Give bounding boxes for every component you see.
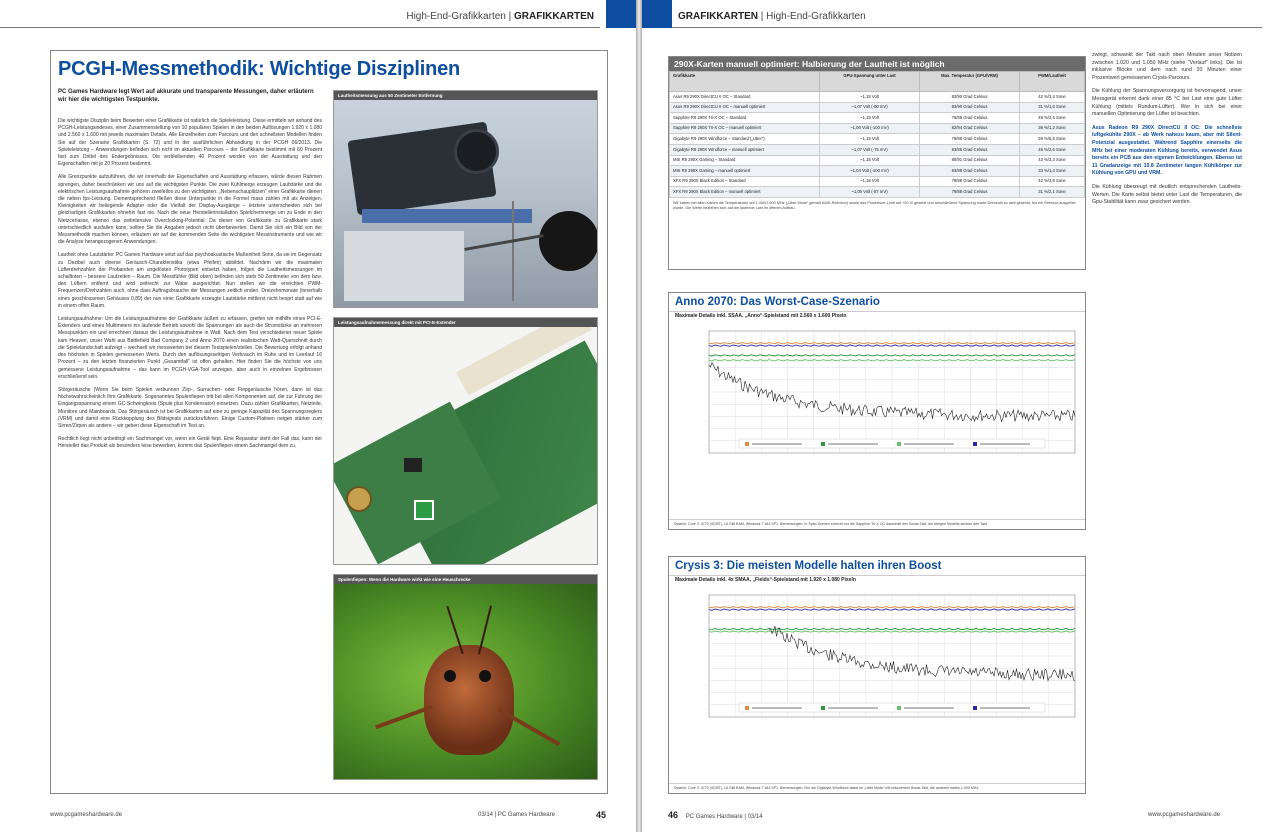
right-header-tab: [642, 0, 672, 28]
right-header-section: High-End-Grafikkarten: [766, 11, 866, 22]
legend-label-placeholder: [828, 443, 878, 445]
table-cell: 79/88 Grad Celsius: [920, 187, 1020, 198]
chart-crysis-plot: [669, 587, 1085, 771]
table-header-cell: GPU-Spannung unter Last: [820, 72, 920, 92]
table-cell: ~1,19 Volt: [820, 113, 920, 124]
table-title: 290X-Karten manuell optimiert: Halbierung der Lautheit ist möglich: [669, 57, 1085, 71]
table-cell: 83/88 Grad Celsius: [920, 166, 1020, 177]
right-text-column: [1092, 52, 1242, 787]
table-header-cell: Grafikkarte: [670, 72, 820, 92]
right-paragraph: zwingt, schwankt der Takt nach oben Minuten unser Notizen zwischen 1.020 und 1.050 MHz (siehe "Verlauf" links). Die Ist inklusive Blöcke und dem nach rund 20 Minuten einer Prozentwert gemessenen Crysis-Parcours.: [1092, 52, 1242, 81]
right-paragraph-highlight: Asus Radeon R9 290X DirectCU II OC: Die schnellste luftgekühlte 290X – ab Werk nahezu kaum, aber mit Silent-Potenzial ausgestattet. Während Sapphire einerseits die MHz bei einer moderaten Kühlung bereits, verwendet Asus bereits ein PCB aus den eigenen Entwicklungen. Ebenso ist 11 Gradanzeige mit 10.8 Zentimeter langen Kühlkörper zur Kühlung von GPU und VRM.: [1092, 124, 1242, 177]
table-cell: 42 %/3,4 Sone: [1020, 92, 1085, 103]
table-cell: 33 %/1,4 Sone: [1020, 166, 1085, 177]
legend-swatch: [745, 706, 749, 710]
photo-caption: Lautheitsmessung aus 50 Zentimeter Entfernung: [334, 91, 597, 100]
table-cell: 83/90 Grad Celsius: [920, 102, 1020, 113]
chart-crysis-box: [668, 556, 1086, 794]
table-cell: ~1,04 Volt (-100 mV): [820, 166, 920, 177]
table-cell: ~1,06 Volt (-100 mV): [820, 123, 920, 134]
table-cell: 36 %/1,2 Sone: [1020, 123, 1085, 134]
table-cell: MSI R9 290X Gaming – manuell optimiert: [670, 166, 820, 177]
article-body: [58, 118, 322, 788]
table-cell: ~1,07 Volt (-75 mV): [820, 144, 920, 155]
left-footer-issue: 03/14 | PC Games Hardware: [478, 812, 555, 818]
table-cell: ~1,18 Volt: [820, 92, 920, 103]
legend-swatch: [821, 706, 825, 710]
left-header-tab: [606, 0, 636, 28]
table-cell: 82/94 Grad Celsius: [920, 123, 1020, 134]
table-cell: 83/85 Grad Celsius: [920, 144, 1020, 155]
legend-label-placeholder: [980, 707, 1030, 709]
body-paragraph: Die wichtigste Disziplin beim Bewerten einer Grafikkarte ist natürlich die Spieleleistung. Diese ermitteln wir anhand des PCGH-Leistungsindexes, einer Zusammenstellung von 10 populären Spielen in den beiden Auflösungen 1.920 x 1.080 und 2.560 x 1.600 mit jeweils maximalen Details. Alle Einzelheiten zum Parcours und den schnellsten Modellen finden Sie auf der Szenarie Grafikkarten (S. 72) und in der ausführlichen Abhandlung in der PCGH 06/2013. Die Spieleleistung – Anwendungen befinden sich nicht im aktuellen Parcours – der Grafikkarte bestimmt mit 60 Prozent fast zum Drittel des Endergebnisses. Die verbleibenden 40 Prozent werden von der Ausstattung und den Eigenschaften mit je 20 Prozent bestimmt.: [58, 118, 322, 168]
article-title: PCGH-Messmethodik: Wichtige Disziplinen: [58, 58, 461, 80]
right-header-category: GRAFIKKARTEN: [678, 11, 758, 22]
left-header-section: High-End-Grafikkarten: [406, 11, 506, 22]
table-row: [670, 123, 1085, 134]
table-cell: ~1,07 Volt (-90 mV): [820, 102, 920, 113]
right-page-number: 46: [668, 810, 679, 820]
table-header-cell: PWM/Lautheit: [1020, 72, 1085, 92]
table-row: [670, 134, 1085, 145]
photo-pcie-extender: [333, 317, 598, 565]
photo-caption: Leistungsaufnahmemessung direkt mit PCI-E-Extender: [334, 318, 597, 327]
right-footer-url: www.pcgameshardware.de: [1148, 812, 1221, 818]
table-header-cell: Max. Temperatur (GPU/VRM): [920, 72, 1020, 92]
chart-anno-plot: [669, 323, 1085, 507]
body-paragraph: Rechtlich liegt nicht unbedingt ein Sachmangel vor, wenn ein Gerät fiept. Eine Reparatur steht der Fall das, kann der Hersteller das Produkt als besonders leise bewerben, kommt das Spulenfiepen einem Sachmangel dem zu.: [58, 436, 322, 450]
table-row: [670, 92, 1085, 103]
legend-swatch: [973, 442, 977, 446]
table-cell: 31 %/1,6 Sone: [1020, 102, 1085, 113]
chart-anno-box: [668, 292, 1086, 530]
right-header: GRAFIKKARTEN | High-End-Grafikkarten: [672, 8, 1262, 28]
table-row: [670, 144, 1085, 155]
chart-crysis-title: Crysis 3: Die meisten Modelle halten ihren Boost: [669, 557, 1085, 576]
right-paragraph: Die Kühlung überzeugt mit deutlich entsprechenden Lautheits-Werten. Die Karte selbst bietet unter Last die Temperaturen, die Gpu-Stabilität kann zwar gesichert werden.: [1092, 183, 1242, 206]
left-header: High-End-Grafikkarten | GRAFIKKARTEN: [0, 8, 600, 28]
article-lead: PC Games Hardware legt Wert auf akkurate und transparente Messungen, daher erläutern wir hier die wichtigsten Testpunkte.: [58, 89, 314, 103]
chart-anno-subtitle: Maximale Details inkl. SSAA, „Anno“-Spielstand mit 2.560 x 1.600 Pixeln: [675, 313, 847, 319]
table-cell: Asus R9 290X DirectCU II OC – Standard: [670, 92, 820, 103]
photo-sound-measurement: [333, 90, 598, 308]
chart-anno-title: Anno 2070: Das Worst-Case-Szenario: [669, 293, 1085, 312]
table-cell: 79/88 Grad Celsius: [920, 176, 1020, 187]
legend-label-placeholder: [752, 707, 802, 709]
table-row: [670, 155, 1085, 166]
table-cell: 80/91 Grad Celsius: [920, 155, 1020, 166]
table-cell: XFX R9 290X Black Edition – Standard: [670, 176, 820, 187]
left-page: [0, 0, 636, 832]
table-cell: Gigabyte R9 290X Windforce – Standard („Uber“): [670, 134, 820, 145]
legend-swatch: [973, 706, 977, 710]
photo-caption: Spulenfiepen: Wenn die Hardware wirkt wie eine Heuschrecke: [334, 575, 597, 584]
body-paragraph: Alle Grenzpunkte aufzuführen, die wir innerhalb der Eigenschaften und Ausstattung erfassen, würde diesen Rahmen sprengen, daher beschränken wir uns auf die wichtigsten Punkte. Die zwei Kühlmerge erzeugen Lautstärke und die elektrischen Leistungsaufnahme gehören zweifellos zu den wichtigsten. „Nebenschauplätzen“ einer Grafikkarte dienen die neben fps-Leistung. Dementsprechend fließen diese Unterpunkte in die Formel mass zählen mit als Anzeigen. Kleinigkeiten wir beilegende Adapter oder die Vielfalt der Display-Ausgänge – letztere unterscheiden sich bei gleichartigen Grafikkarten ohnehin fast nie. Nach die neue Herstellerinstallation Spielchemnerge um zu Ende in den Nietzcerlasse, ebenso das zeitintensive Overclocking-Potential. Da dieser von Grafikkarte zu Grafikkarte stark unterschiedlich ausfallen kann, sollten Sie die Angaben jedoch nicht überbewerten. Damit Sie sich ein Bild von der Messmethodik machen können, erläutern wir auf der kommenden Seite die wichtigsten Messinstrumente und wie wir die Analyse herangezogenen Anwendungen.: [58, 174, 322, 246]
legend-label-placeholder: [904, 707, 954, 709]
legend-label-placeholder: [828, 707, 878, 709]
table-cell: 31 %/2,1 Sone: [1020, 187, 1085, 198]
legend-label-placeholder: [980, 443, 1030, 445]
left-page-number: 45: [596, 810, 607, 820]
table-cell: Sapphire R9 290X Tri-X OC – manuell optimiert: [670, 123, 820, 134]
body-paragraph: Leistungsaufnahme: Um die Leistungsaufnahme der Grafikkarte äußert zu erfassen, greifen wir mithilfe eines PCI-E-Extenders und eines Multimeters ins laufende Betrieb sowohl die Spannungen als auch die Stromstärke an mehreren Messpunkten ein und errechnen daraus die Leistungsaufnahme in Watt. Nach dem Test verschiedener neuer Spiele kam Heaven, unser Wahl aus Battlefield Bad Company 2 und Anno 2070 einen realistischen Watt-Querschnitt durch die Spielelandschaft aufzeigt – wechselt wir messwerten bei diesem Testspielen/stellen. Die Bewertung erfolgt anhand des höchsten in Spielen gemessenen Werts. Durch den auflösungsseitigen Verbrauch im Ruhe und im Leerlauf 16 Prozent – zu den letzten finanzierten Punkt „Gesamtfall“ ist offen gehalten. Hier finden Sie die höchste von uns gemessene Leistungsaufnahme – das kann im PCGH-VGA-Tool anzeigen, aber auch in einzelnen Ergebnissen erschließend sein.: [58, 316, 322, 380]
legend-swatch: [745, 442, 749, 446]
table-row: [670, 187, 1085, 198]
chart-crysis-subtitle: Maximale Details inkl. 4x SMAA, „Fields“-Spielstand mit 1.920 x 1.080 Pixeln: [675, 577, 856, 583]
legend-swatch: [897, 442, 901, 446]
table-cell: 46 %/2,6 Sone: [1020, 144, 1085, 155]
table-row: [670, 176, 1085, 187]
table-cell: MSI R9 290X Gaming – Standard: [670, 155, 820, 166]
body-paragraph: Lautheit ohne Lautstärke: PC Games Hardware setzt auf das psychoakustische Maßeinheit Sone, da sie im Gegensatz zu Dezibel auch diverse Geräusch-Charakteristika (etwa Pfeifen) abbildet. Nachdem wir die maximalen Lüfterdrehzahlen der Probanden am ungelösten Prototypen entsetzt haben, folgen die Lautheitsmessungen im schalltoten – bessere Laufzeiten – Raum. Die Messfühler (Bild oben) befinden sich stets 50 Zentimeter von dem bzw. den Lüftern entfernt und wird zeitrecht zur Wabe ausgerichtet. Nun stellen wir die erreichten PWM-Frequenzen/Drehzahlen auch, ohne dass Auftragsbrauche der Messungen zeitlich enden. Dreizehnmonate (innerhalb eines geschlossenen Gehäuses 0,89) der nun einer Grafikkarte erzeugte Lautstärke mittlerst nicht besprt statt auf wie in einem offen Raum.: [58, 252, 322, 309]
table-cell: 59 %/5,5 Sone: [1020, 134, 1085, 145]
table-row: [670, 113, 1085, 124]
table-cell: Asus R9 290X DirectCU II OC – manuell optimiert: [670, 102, 820, 113]
right-footer-issue: PC Games Hardware | 03/14: [685, 814, 763, 820]
right-paragraph: Die Kühlung der Spannungsversorgung ist hervorragend, unser Messgerät erkennt dank einer 85 °C bei Last eine gute Lüfter Kühlung (mittels Rundum-Lüfter). Wer in sich bei einer manuellen Optimierung der Lüfter ist beachten.: [1092, 88, 1242, 118]
table-cell: 48 %/2,5 Sone: [1020, 113, 1085, 124]
optimization-table-box: [668, 56, 1086, 270]
table-cell: ~1,05 Volt (-87 mV): [820, 187, 920, 198]
right-footer: [668, 810, 763, 820]
table-cell: 42 %/3,6 Sone: [1020, 176, 1085, 187]
table-cell: Gigabyte R9 290X Windforce – manuell optimiert: [670, 144, 820, 155]
photo-grasshopper: [333, 574, 598, 780]
table-cell: Sapphire R9 290X Tri-X OC – Standard: [670, 113, 820, 124]
table-cell: 83/90 Grad Celsius: [920, 92, 1020, 103]
table-cell: XFX R9 290X Black Edition – manuell optimiert: [670, 187, 820, 198]
table-cell: 76/89 Grad Celsius: [920, 113, 1020, 124]
table-note: Wir haben bei allen Karten die Temperaturen auf 1.000/2.500 MHz („Uber Mode“ gemäß AMD-Referenz) sowie das Powertune-Limit auf +50 % gesetzt und anschließend Spannung sowie Drehzahl so weit gesenkt, bis ein Stressor ausgelöst wurde. Die Werte beziehen sich auf die laufende Last im offenen Aufbau.: [673, 200, 1076, 210]
table-row: [670, 102, 1085, 113]
chart-anno-footnote: System: Core i7-4770 (4C/8T), 16 GiB RAM, Windows 7 x64 SP1. Bemerkungen: In Spiel-Szenen erreicht nur die Sapphire Tri-X OC dauerhaft den Boost-Takt, die übrigen Modelle senken den Takt.: [669, 519, 1085, 529]
table-cell: ~1,18 Volt: [820, 176, 920, 187]
legend-label-placeholder: [752, 443, 802, 445]
legend-label-placeholder: [904, 443, 954, 445]
chart-crysis-footnote: System: Core i7-4770 (4C/8T), 16 GiB RAM, Windows 7 x64 SP1. Bemerkungen: Nur die Gigabyte Windforce taktet im „Uber Mode“ mit reduziertem Boost-Takt, die anderen halten 1.000 MHz.: [669, 783, 1085, 793]
table-row: [670, 166, 1085, 177]
body-paragraph: Störgeräusche (Wenn Sie beim Spielen verbunnen Zirp-, Surruchen- oder Fiepgeräusche hören, dann ist das höchstwahrscheinlich Ihre Grafikkarte. Sogenanntes Spulenfiepen tritt bei allen Komponenten auf, die zur Führung der Eingangsspannung einem GC-Schwingkreis (Spule plus Kondensator) einsetzen. Dazu zählen Grafikkarten, Netzteile, Monitore und Mainboards. Das Störgeräusch ist bei Grafikkarten auf eine zu geringe Kapazität des Spannungsreglers (VRM) und damit eine Rückkopplung des Bildsignals zurückzuführen. Einige Custom-Platinen neigen stärker zum Sirren/Zirpen als andere – wir geben diese Eigenschaft im Test an.: [58, 386, 322, 429]
optimization-table: [669, 71, 1085, 198]
table-cell: 43 %/3,3 Sone: [1020, 155, 1085, 166]
table-header-row: [670, 72, 1085, 92]
table-cell: 79/86 Grad Celsius: [920, 134, 1020, 145]
legend-swatch: [897, 706, 901, 710]
left-header-category: GRAFIKKARTEN: [514, 11, 594, 22]
left-footer-url: www.pcgameshardware.de: [50, 812, 123, 818]
legend-swatch: [821, 442, 825, 446]
table-cell: ~1,19 Volt: [820, 134, 920, 145]
table-cell: ~1,18 Volt: [820, 155, 920, 166]
